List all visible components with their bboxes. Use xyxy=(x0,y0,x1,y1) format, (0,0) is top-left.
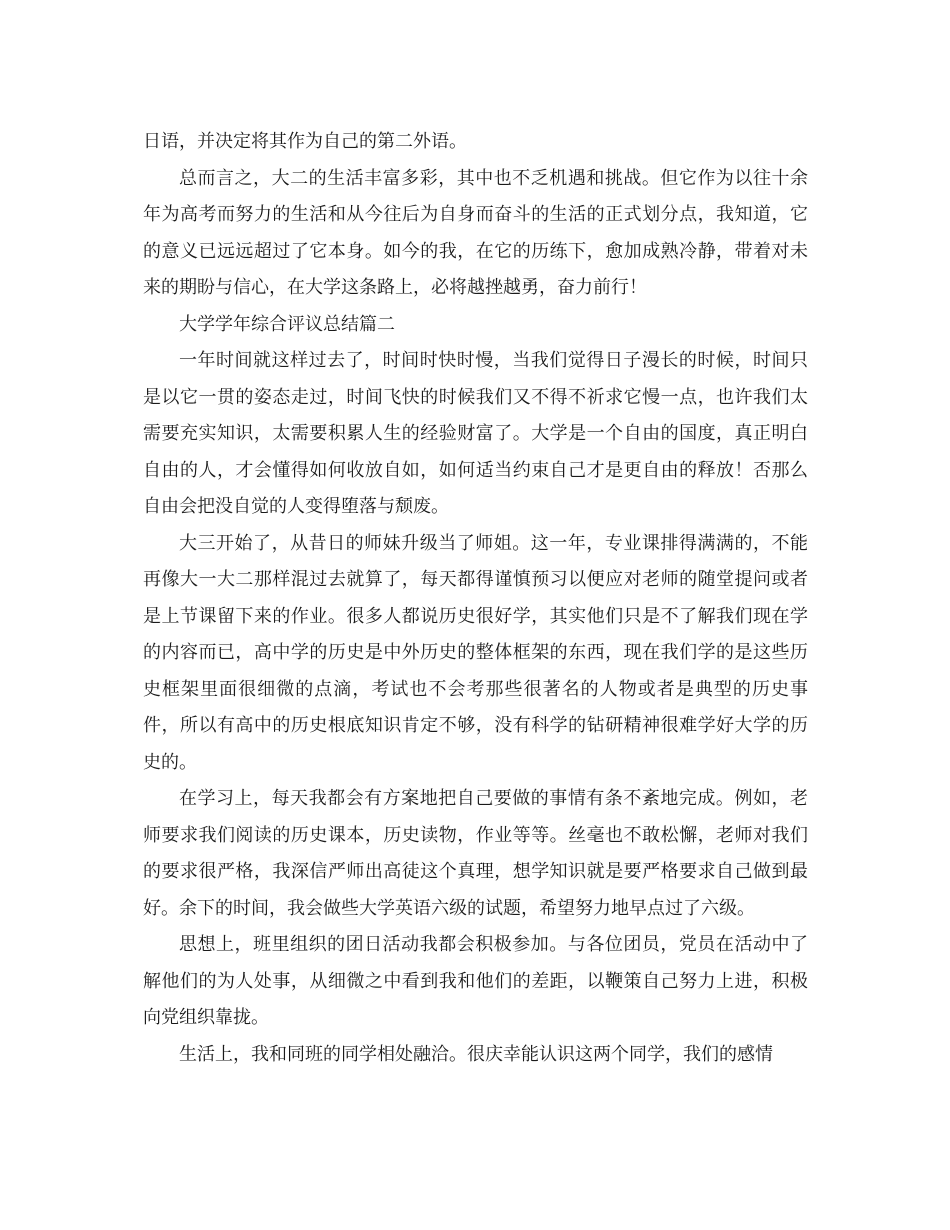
paragraph-6: 思想上，班里组织的团日活动我都会积极参加。与各位团员，党员在活动中了解他们的为人处事，从细微之中看到我和他们的差距，以鞭策自己努力上进，积极向党组织靠拢。 xyxy=(143,934,808,1028)
paragraph-5: 在学习上，每天我都会有方案地把自己要做的事情有条不紊地完成。例如，老师要求我们阅读的历史课本，历史读物，作业等等。丝毫也不敢松懈，老师对我们的要求很严格，我深信严师出高徒这个真理，想学知识就是要严格要求自己做到最好。余下的时间，我会做些大学英语六级的试题，希望努力地早点过了六级。 xyxy=(143,788,808,919)
paragraph-3: 一年时间就这样过去了，时间时快时慢，当我们觉得日子漫长的时候，时间只是以它一贯的姿态走过，时间飞快的时候我们又不得不祈求它慢一点，也许我们太需要充实知识，太需要积累人生的经验财富了。大学是一个自由的国度，真正明白自由的人，才会懂得如何收放自如，如何适当约束自己才是更自由的释放！否那么自由会把没自觉的人变得堕落与颓废。 xyxy=(143,350,808,517)
paragraph-1: 日语，并决定将其作为自己的第二外语。 xyxy=(143,131,467,152)
paragraph-4: 大三开始了，从昔日的师妹升级当了师姐。这一年，专业课排得满满的，不能再像大一大二那样混过去就算了，每天都得谨慎预习以便应对老师的随堂提问或者是上节课留下来的作业。很多人都说历史很好学，其实他们只是不了解我们现在学的内容而已，高中学的历史是中外历史的整体框架的东西，现在我们学的是这些历史框架里面很细微的点滴，考试也不会考那些很著名的人物或者是典型的历史事件，所以有高中的历史根底知识肯定不够，没有科学的钻研精神很难学好大学的历史的。 xyxy=(143,532,808,773)
paragraph-7: 生活上，我和同班的同学相处融洽。很庆幸能认识这两个同学，我们的感情 xyxy=(179,1043,773,1065)
section-heading: 大学学年综合评议总结篇二 xyxy=(179,313,395,335)
paragraph-2: 总而言之，大二的生活丰富多彩，其中也不乏机遇和挑战。但它作为以往十余年为高考而努力的生活和从今往后为自身而奋斗的生活的正式划分点，我知道，它的意义已远远超过了它本身。如今的我，在它的历练下，愈加成熟冷静，带着对未来的期盼与信心，在大学这条路上，必将越挫越勇，奋力前行！ xyxy=(143,167,808,298)
document-body xyxy=(143,124,808,1073)
